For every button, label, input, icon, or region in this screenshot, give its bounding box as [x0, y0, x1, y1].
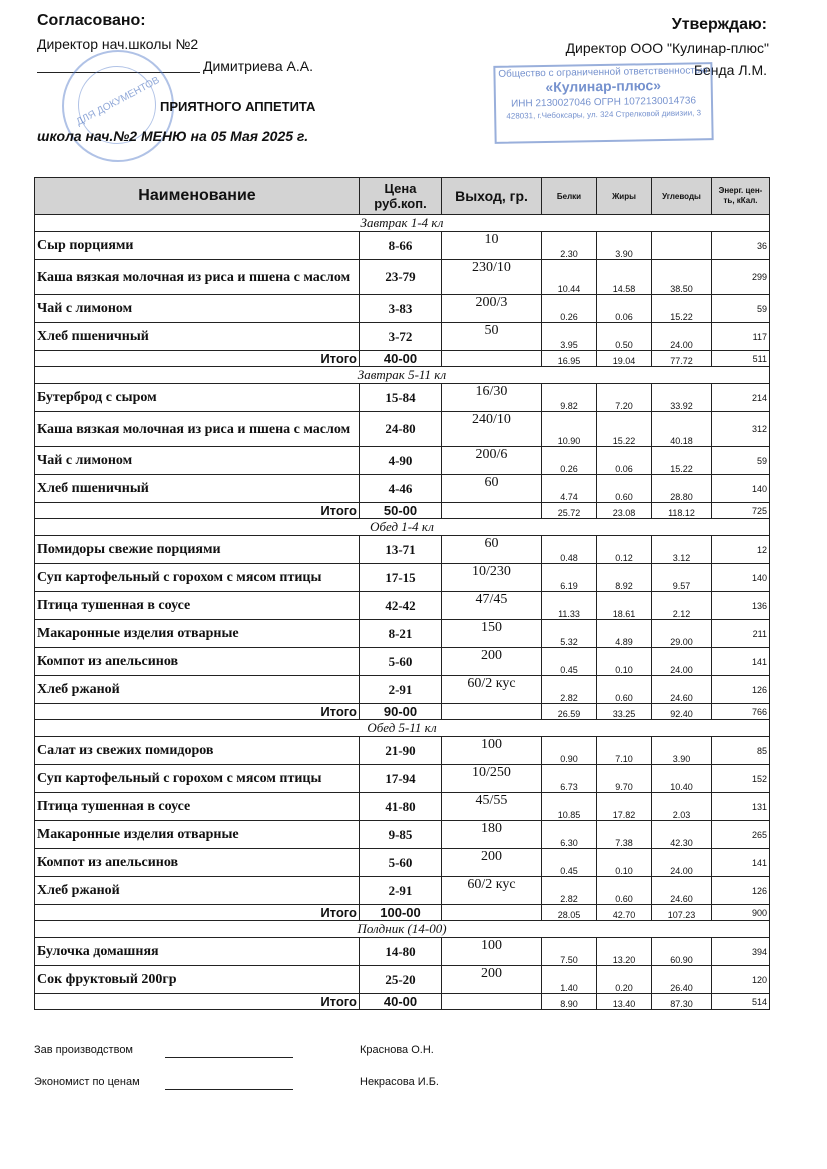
item-carbs: 60.90 [652, 938, 712, 966]
item-protein: 10.85 [542, 793, 597, 821]
header-price: Цена руб.коп. [360, 178, 442, 215]
total-price: 40-00 [360, 994, 442, 1010]
table-row [35, 384, 770, 412]
total-carbs: 87.30 [652, 994, 712, 1010]
item-carbs: 33.92 [652, 384, 712, 412]
item-protein: 4.74 [542, 475, 597, 503]
item-yield: 16/30 [442, 384, 542, 412]
item-yield: 10/230 [442, 564, 542, 592]
item-name: Сок фруктовый 200гр [35, 966, 360, 994]
item-carbs: 10.40 [652, 765, 712, 793]
table-row [35, 938, 770, 966]
section-row [35, 519, 770, 536]
item-yield: 10/250 [442, 765, 542, 793]
item-fat: 0.10 [597, 648, 652, 676]
item-carbs [652, 232, 712, 260]
item-name: Сыр порциями [35, 232, 360, 260]
item-price: 2-91 [360, 877, 442, 905]
section-title: Обед 1-4 кл [35, 519, 770, 536]
total-fat: 13.40 [597, 994, 652, 1010]
menu-body [35, 215, 770, 1010]
item-protein: 1.40 [542, 966, 597, 994]
item-name: Компот из апельсинов [35, 849, 360, 877]
total-label: Итого [35, 994, 360, 1010]
signature-name: Краснова О.Н. [360, 1044, 434, 1056]
header-name: Наименование [35, 178, 360, 215]
item-carbs: 9.57 [652, 564, 712, 592]
item-carbs: 40.18 [652, 412, 712, 447]
item-price: 42-42 [360, 592, 442, 620]
item-kcal: 117 [712, 323, 770, 351]
item-price: 21-90 [360, 737, 442, 765]
item-yield: 180 [442, 821, 542, 849]
item-name: Птица тушенная в соусе [35, 793, 360, 821]
item-carbs: 24.60 [652, 877, 712, 905]
item-kcal: 140 [712, 475, 770, 503]
item-carbs: 24.00 [652, 849, 712, 877]
total-label: Итого [35, 905, 360, 921]
section-row [35, 921, 770, 938]
item-name: Суп картофельный с горохом с мясом птицы [35, 765, 360, 793]
total-kcal: 725 [712, 503, 770, 519]
item-protein: 6.73 [542, 765, 597, 793]
item-carbs: 28.80 [652, 475, 712, 503]
item-carbs: 2.03 [652, 793, 712, 821]
signature-name: Некрасова И.Б. [360, 1076, 439, 1088]
table-row [35, 412, 770, 447]
item-fat: 14.58 [597, 260, 652, 295]
table-row [35, 295, 770, 323]
table-row [35, 676, 770, 704]
item-carbs: 3.12 [652, 536, 712, 564]
stamp-line3: ИНН 2130027046 ОГРН 1072130014736 [510, 95, 697, 110]
item-protein: 10.90 [542, 412, 597, 447]
table-row [35, 821, 770, 849]
total-kcal: 514 [712, 994, 770, 1010]
item-price: 17-15 [360, 564, 442, 592]
item-name: Хлеб ржаной [35, 676, 360, 704]
total-price: 40-00 [360, 351, 442, 367]
total-fat: 33.25 [597, 704, 652, 720]
total-yield-empty [442, 704, 542, 720]
item-fat: 3.90 [597, 232, 652, 260]
table-row [35, 849, 770, 877]
total-label: Итого [35, 503, 360, 519]
table-row [35, 260, 770, 295]
item-fat: 0.60 [597, 475, 652, 503]
slogan: ПРИЯТНОГО АППЕТИТА [160, 99, 316, 114]
total-yield-empty [442, 994, 542, 1010]
item-fat: 15.22 [597, 412, 652, 447]
item-fat: 18.61 [597, 592, 652, 620]
item-name: Компот из апельсинов [35, 648, 360, 676]
total-kcal: 766 [712, 704, 770, 720]
item-name: Суп картофельный с горохом с мясом птицы [35, 564, 360, 592]
table-row [35, 232, 770, 260]
table-row [35, 765, 770, 793]
section-row [35, 720, 770, 737]
item-protein: 0.26 [542, 295, 597, 323]
total-row [35, 905, 770, 921]
total-carbs: 107.23 [652, 905, 712, 921]
item-price: 4-90 [360, 447, 442, 475]
total-yield-empty [442, 351, 542, 367]
item-protein: 9.82 [542, 384, 597, 412]
signature-line [165, 1089, 293, 1090]
total-fat: 42.70 [597, 905, 652, 921]
item-price: 24-80 [360, 412, 442, 447]
item-kcal: 126 [712, 877, 770, 905]
total-row [35, 503, 770, 519]
item-yield: 150 [442, 620, 542, 648]
item-protein: 6.19 [542, 564, 597, 592]
total-protein: 8.90 [542, 994, 597, 1010]
total-price: 50-00 [360, 503, 442, 519]
item-kcal: 214 [712, 384, 770, 412]
total-label: Итого [35, 351, 360, 367]
section-title: Завтрак 5-11 кл [35, 367, 770, 384]
item-protein: 5.32 [542, 620, 597, 648]
item-yield: 200/3 [442, 295, 542, 323]
item-fat: 13.20 [597, 938, 652, 966]
item-price: 23-79 [360, 260, 442, 295]
item-kcal: 312 [712, 412, 770, 447]
item-name: Салат из свежих помидоров [35, 737, 360, 765]
item-price: 25-20 [360, 966, 442, 994]
table-row [35, 536, 770, 564]
signature-line [165, 1057, 293, 1058]
total-row [35, 704, 770, 720]
item-price: 13-71 [360, 536, 442, 564]
item-name: Птица тушенная в соусе [35, 592, 360, 620]
item-yield: 240/10 [442, 412, 542, 447]
item-yield: 50 [442, 323, 542, 351]
item-kcal: 152 [712, 765, 770, 793]
total-protein: 26.59 [542, 704, 597, 720]
table-row [35, 564, 770, 592]
item-yield: 200 [442, 966, 542, 994]
total-price: 90-00 [360, 704, 442, 720]
item-fat: 0.50 [597, 323, 652, 351]
header-fat: Жиры [597, 178, 652, 215]
item-fat: 0.20 [597, 966, 652, 994]
item-fat: 0.60 [597, 676, 652, 704]
stamp-line1: Общество с ограниченной ответственностью [498, 65, 708, 80]
item-yield: 200/6 [442, 447, 542, 475]
item-price: 8-66 [360, 232, 442, 260]
table-row [35, 966, 770, 994]
item-carbs: 29.00 [652, 620, 712, 648]
section-row [35, 367, 770, 384]
item-kcal: 120 [712, 966, 770, 994]
table-header-row [35, 178, 770, 215]
item-yield: 47/45 [442, 592, 542, 620]
item-kcal: 59 [712, 295, 770, 323]
item-price: 15-84 [360, 384, 442, 412]
item-name: Макаронные изделия отварные [35, 620, 360, 648]
item-kcal: 211 [712, 620, 770, 648]
item-fat: 7.10 [597, 737, 652, 765]
item-yield: 60/2 кус [442, 877, 542, 905]
total-protein: 16.95 [542, 351, 597, 367]
item-price: 41-80 [360, 793, 442, 821]
item-yield: 60 [442, 536, 542, 564]
item-fat: 7.20 [597, 384, 652, 412]
item-kcal: 85 [712, 737, 770, 765]
stamp-line2: «Кулинар-плюс» [545, 76, 662, 96]
item-kcal: 36 [712, 232, 770, 260]
item-protein: 7.50 [542, 938, 597, 966]
item-price: 3-72 [360, 323, 442, 351]
item-fat: 4.89 [597, 620, 652, 648]
total-kcal: 511 [712, 351, 770, 367]
item-name: Хлеб пшеничный [35, 475, 360, 503]
item-fat: 17.82 [597, 793, 652, 821]
item-protein: 6.30 [542, 821, 597, 849]
item-kcal: 140 [712, 564, 770, 592]
total-kcal: 900 [712, 905, 770, 921]
total-protein: 28.05 [542, 905, 597, 921]
item-name: Каша вязкая молочная из риса и пшена с маслом [35, 260, 360, 295]
item-name: Макаронные изделия отварные [35, 821, 360, 849]
item-carbs: 2.12 [652, 592, 712, 620]
item-carbs: 15.22 [652, 447, 712, 475]
total-yield-empty [442, 905, 542, 921]
total-price: 100-00 [360, 905, 442, 921]
menu-title: школа нач.№2 МЕНЮ на 05 Мая 2025 г. [37, 128, 309, 144]
item-kcal: 136 [712, 592, 770, 620]
menu-table [34, 177, 770, 1010]
approval-right-title: Утверждаю: [671, 16, 767, 33]
approval-right-name: Бенда Л.М. [693, 62, 767, 78]
item-price: 4-46 [360, 475, 442, 503]
item-yield: 100 [442, 737, 542, 765]
item-protein: 0.90 [542, 737, 597, 765]
item-yield: 200 [442, 648, 542, 676]
item-name: Помидоры свежие порциями [35, 536, 360, 564]
item-price: 2-91 [360, 676, 442, 704]
approval-right-position: Директор ООО "Кулинар-плюс" [565, 40, 769, 56]
item-protein: 2.30 [542, 232, 597, 260]
table-row [35, 620, 770, 648]
header-carbs: Углеводы [652, 178, 712, 215]
item-yield: 200 [442, 849, 542, 877]
item-kcal: 126 [712, 676, 770, 704]
item-protein: 3.95 [542, 323, 597, 351]
item-carbs: 15.22 [652, 295, 712, 323]
item-fat: 0.10 [597, 849, 652, 877]
item-protein: 0.45 [542, 648, 597, 676]
item-price: 14-80 [360, 938, 442, 966]
section-title: Обед 5-11 кл [35, 720, 770, 737]
total-row [35, 351, 770, 367]
table-row [35, 737, 770, 765]
item-yield: 100 [442, 938, 542, 966]
table-row [35, 877, 770, 905]
total-carbs: 92.40 [652, 704, 712, 720]
item-kcal: 265 [712, 821, 770, 849]
item-kcal: 131 [712, 793, 770, 821]
section-row [35, 215, 770, 232]
item-protein: 0.45 [542, 849, 597, 877]
item-yield: 60/2 кус [442, 676, 542, 704]
table-row [35, 447, 770, 475]
table-row [35, 323, 770, 351]
item-name: Чай с лимоном [35, 447, 360, 475]
item-kcal: 141 [712, 849, 770, 877]
stamp-line4: 428031, г.Чебоксары, ул. 324 Стрелковой дивизии, 3 [506, 108, 702, 121]
signature-role: Зав производством [34, 1044, 133, 1056]
item-kcal: 59 [712, 447, 770, 475]
item-protein: 2.82 [542, 676, 597, 704]
item-fat: 8.92 [597, 564, 652, 592]
seal-text: ДЛЯ ДОКУМЕНТОВ [74, 74, 162, 129]
item-name: Бутерброд с сыром [35, 384, 360, 412]
item-price: 17-94 [360, 765, 442, 793]
section-title: Завтрак 1-4 кл [35, 215, 770, 232]
item-fat: 9.70 [597, 765, 652, 793]
item-yield: 60 [442, 475, 542, 503]
item-price: 5-60 [360, 849, 442, 877]
total-fat: 19.04 [597, 351, 652, 367]
item-carbs: 38.50 [652, 260, 712, 295]
item-protein: 10.44 [542, 260, 597, 295]
item-carbs: 24.60 [652, 676, 712, 704]
item-kcal: 394 [712, 938, 770, 966]
item-carbs: 42.30 [652, 821, 712, 849]
header-energy: Энерг. цен-ть, кКал. [712, 178, 770, 215]
signature-role: Экономист по ценам [34, 1076, 140, 1088]
item-kcal: 12 [712, 536, 770, 564]
item-carbs: 24.00 [652, 648, 712, 676]
table-row [35, 475, 770, 503]
item-fat: 0.06 [597, 295, 652, 323]
total-label: Итого [35, 704, 360, 720]
item-price: 8-21 [360, 620, 442, 648]
item-protein: 11.33 [542, 592, 597, 620]
approval-left-position: Директор нач.школы №2 [37, 36, 199, 52]
approval-left-title: Согласовано: [37, 12, 146, 29]
item-kcal: 299 [712, 260, 770, 295]
item-carbs: 24.00 [652, 323, 712, 351]
item-protein: 0.26 [542, 447, 597, 475]
item-name: Каша вязкая молочная из риса и пшена с маслом [35, 412, 360, 447]
total-fat: 23.08 [597, 503, 652, 519]
approval-left-name: Димитриева А.А. [203, 58, 313, 74]
item-price: 9-85 [360, 821, 442, 849]
section-title: Полдник (14-00) [35, 921, 770, 938]
total-carbs: 77.72 [652, 351, 712, 367]
item-protein: 2.82 [542, 877, 597, 905]
item-price: 5-60 [360, 648, 442, 676]
item-protein: 0.48 [542, 536, 597, 564]
header-yield: Выход, гр. [442, 178, 542, 215]
item-name: Булочка домашняя [35, 938, 360, 966]
table-row [35, 592, 770, 620]
item-fat: 0.12 [597, 536, 652, 564]
item-yield: 230/10 [442, 260, 542, 295]
item-name: Хлеб пшеничный [35, 323, 360, 351]
item-fat: 0.06 [597, 447, 652, 475]
item-name: Чай с лимоном [35, 295, 360, 323]
company-stamp [493, 62, 713, 144]
item-carbs: 26.40 [652, 966, 712, 994]
item-carbs: 3.90 [652, 737, 712, 765]
item-fat: 0.60 [597, 877, 652, 905]
table-row [35, 648, 770, 676]
table-row [35, 793, 770, 821]
item-yield: 10 [442, 232, 542, 260]
total-yield-empty [442, 503, 542, 519]
round-seal [62, 50, 174, 162]
total-protein: 25.72 [542, 503, 597, 519]
header-protein: Белки [542, 178, 597, 215]
total-carbs: 118.12 [652, 503, 712, 519]
item-yield: 45/55 [442, 793, 542, 821]
item-name: Хлеб ржаной [35, 877, 360, 905]
item-kcal: 141 [712, 648, 770, 676]
item-fat: 7.38 [597, 821, 652, 849]
total-row [35, 994, 770, 1010]
item-price: 3-83 [360, 295, 442, 323]
